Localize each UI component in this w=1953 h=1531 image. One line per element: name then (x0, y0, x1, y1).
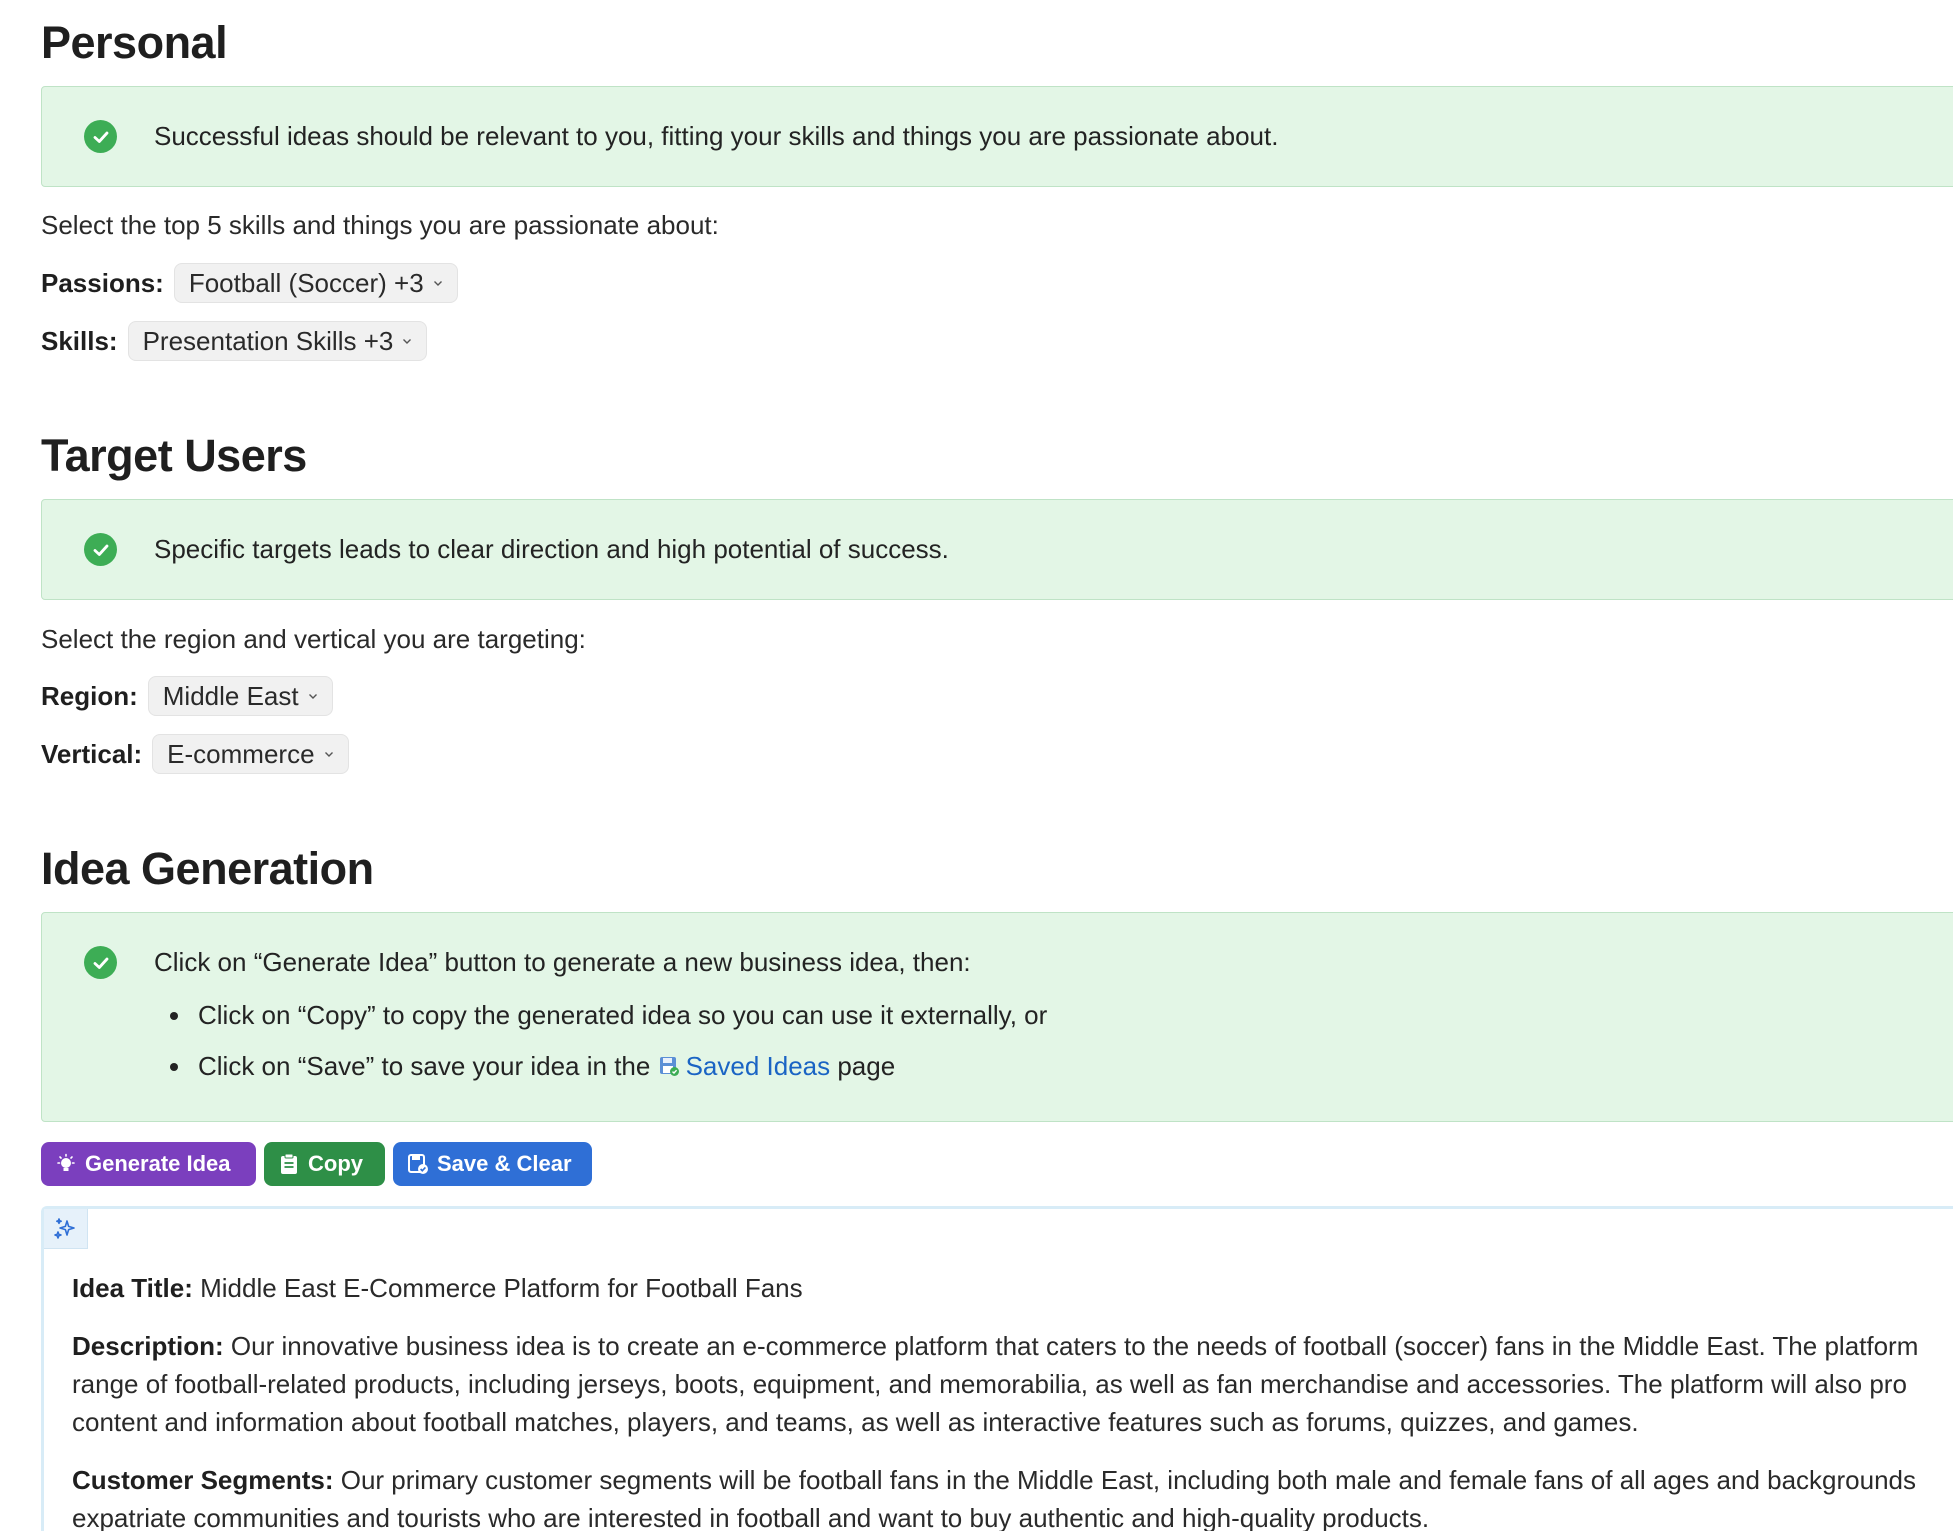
generate-idea-button[interactable] (41, 1142, 256, 1186)
callout-text: Successful ideas should be relevant to you, fitting your skills and things you are passionate about. (154, 121, 1279, 151)
action-buttons (41, 1142, 592, 1186)
lightbulb-icon (55, 1153, 77, 1175)
sparkles-icon (44, 1209, 88, 1249)
skills-select[interactable] (128, 321, 428, 361)
region-row (41, 676, 333, 716)
copy-label: Copy (308, 1151, 363, 1176)
check-circle-icon (84, 533, 117, 566)
idea-description: Description: Our innovative business idea is to create an e-commerce platform that caters to the needs of football (soccer) fans in the Middle East. The platform (72, 1331, 1919, 1361)
chevron-down-icon (402, 336, 412, 346)
passions-select[interactable] (174, 263, 458, 303)
personal-prompt: Select the top 5 skills and things you are passionate about: (41, 210, 719, 240)
generated-idea-panel (41, 1206, 1953, 1531)
save-clear-label: Save & Clear (437, 1151, 572, 1176)
callout-target-users (41, 499, 1953, 600)
idea-description-cont: range of football-related products, including jerseys, boots, equipment, and memorabilia, as well as fan merchandise and accessories. The platform will also pro (72, 1369, 1907, 1399)
chevron-down-icon (324, 749, 334, 759)
region-label: Region: (41, 680, 138, 711)
vertical-select[interactable] (152, 734, 348, 774)
passions-row (41, 263, 458, 303)
copy-button[interactable] (264, 1142, 385, 1186)
idea-customer-segments-cont: expatriate communities and tourists who are interested in football and want to buy authentic and high-quality products. (72, 1503, 1430, 1531)
floppy-disk-icon (407, 1153, 429, 1175)
bullet-save: Click on “Save” to save your idea in the Saved Ideas page (154, 1046, 1047, 1097)
save-clear-button[interactable] (393, 1142, 592, 1186)
chevron-down-icon (433, 278, 443, 288)
check-circle-icon (84, 120, 117, 153)
vertical-label: Vertical: (41, 738, 143, 769)
target-prompt: Select the region and vertical you are targeting: (41, 624, 586, 654)
bullet-copy: Click on “Copy” to copy the generated idea so you can use it externally, or (154, 995, 1047, 1046)
vertical-row (41, 734, 349, 774)
callout-personal (41, 86, 1953, 187)
section-title-personal: Personal (41, 17, 228, 68)
clipboard-icon (278, 1153, 300, 1175)
check-circle-icon (84, 946, 117, 979)
floppy-disk-icon (658, 1048, 680, 1088)
idea-customer-segments: Customer Segments: Our primary customer segments will be football fans in the Middle East, including both male and female fans of all ages and backgrounds (72, 1465, 1917, 1495)
saved-ideas-link[interactable]: Saved Ideas (685, 1051, 831, 1081)
passions-label: Passions: (41, 267, 164, 298)
generate-idea-label: Generate Idea (85, 1151, 231, 1176)
chevron-down-icon (308, 691, 318, 701)
callout-idea-generation (41, 912, 1953, 1122)
idea-description-cont: content and information about football matches, players, and teams, as well as interactive features such as forums, quizzes, and games. (72, 1407, 1639, 1437)
skills-row (41, 321, 427, 361)
region-value: Middle East (162, 680, 299, 711)
idea-title: Idea Title: Middle East E-Commerce Platform for Football Fans (72, 1273, 803, 1303)
skills-label: Skills: (41, 325, 118, 356)
section-title-target-users: Target Users (41, 430, 307, 481)
callout-bullet-list (154, 995, 1047, 1097)
callout-text: Click on “Generate Idea” button to generate a new business idea, then: (154, 947, 971, 977)
vertical-value: E-commerce (167, 738, 315, 769)
region-select[interactable] (148, 676, 333, 716)
passions-value: Football (Soccer) +3 (188, 267, 424, 298)
callout-text: Specific targets leads to clear direction and high potential of success. (154, 534, 949, 564)
skills-value: Presentation Skills +3 (142, 325, 394, 356)
section-title-idea-generation: Idea Generation (41, 843, 374, 894)
